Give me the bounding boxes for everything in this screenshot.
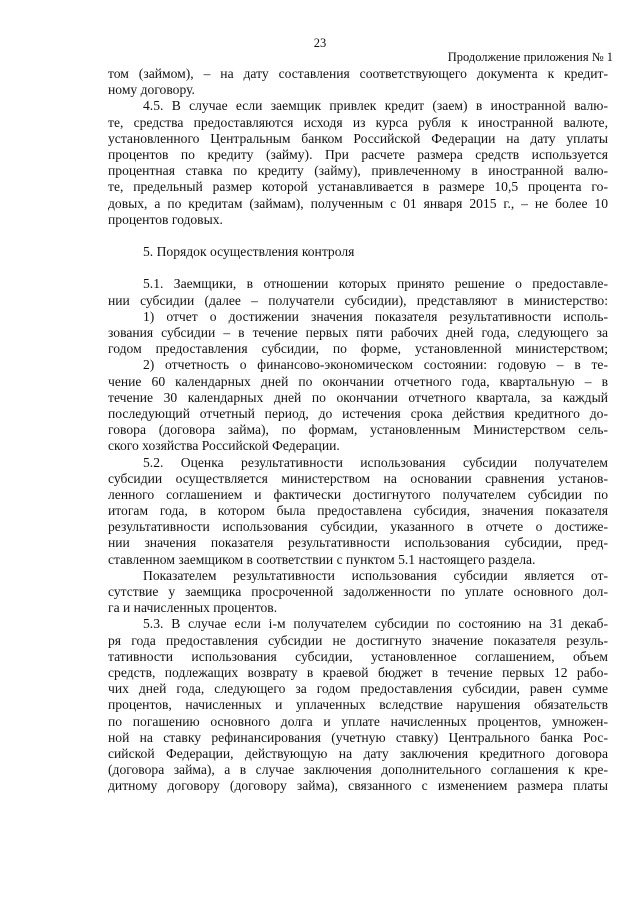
text-line: нии значения показателя результативности использования субсидии, пред- bbox=[108, 535, 608, 551]
text-line: ского хозяйства Российской Федерации. bbox=[108, 438, 340, 454]
text-line: чение 60 календарных дней по окончании отчетного года, квартальную – в bbox=[108, 373, 608, 389]
text-line: дитному договору (договору займа), связанного с изменением размера платы bbox=[108, 778, 608, 794]
text-line: те, средства предоставляются исходя из курса рубля к иностранной валюте, bbox=[108, 114, 608, 130]
text-line: тативности использования субсидии, установленное соглашением, объем bbox=[108, 648, 608, 664]
text-line: ставленном заемщиком в соответствии с пунктом 5.1 настоящего раздела. bbox=[108, 551, 536, 567]
text-line: 5.1. Заемщики, в отношении которых принято решение о предоставле- bbox=[143, 276, 608, 292]
text-line: процентов по кредиту (займу). При расчете размера средств используется bbox=[108, 146, 608, 162]
text-line: 5.2. Оценка результативности использования субсидии получателем bbox=[143, 454, 608, 470]
text-line: те, предельный размер которой устанавливается в размере 10,5 процента го- bbox=[108, 179, 608, 195]
text-line: годом предоставления субсидии, по форме, установленной министерством; bbox=[108, 341, 608, 357]
text-line: процентов годовых. bbox=[108, 211, 223, 227]
text-line: ленного соглашением и фактически достигнутого получателем субсидии по bbox=[108, 486, 608, 502]
text-line: (договора займа), а в случае заключения дополнительного соглашения к кре- bbox=[108, 762, 608, 778]
text-line: процентов, начисленных и уплаченных вследствие нарушения обязательств bbox=[108, 697, 608, 713]
text-line: том (займом), – на дату составления соответствующего документа к кредит- bbox=[108, 66, 608, 81]
text-line: субсидии осуществляется министерством на основании сравнения установ- bbox=[108, 470, 608, 486]
text-line: результативности использования субсидии, указанного в отчете о достиже- bbox=[108, 519, 608, 535]
text-line: средств, подлежащих возврату в краевой бюджет в течение первых 12 рабо- bbox=[108, 664, 608, 680]
text-line: ря года предоставления субсидии не достигнуто значение показателя резуль- bbox=[108, 632, 608, 648]
text-line: чих дней года, следующего за годом предоставления субсидии, равен сумме bbox=[108, 681, 608, 697]
text-line: довых, а по кредитам (займам), полученным с 01 января 2015 г., – не более 10 bbox=[108, 195, 608, 211]
text-line: течение 30 календарных дней по окончании отчетного квартала, за каждый bbox=[108, 389, 608, 405]
text-line: зования субсидии – в течение первых пяти рабочих дней года, следующего за bbox=[108, 325, 608, 340]
section-heading: 5. Порядок осуществления контроля bbox=[143, 244, 355, 260]
text-line: 1) отчет о достижении значения показателя результативности исполь- bbox=[143, 308, 608, 324]
text-line: ной на ставку рефинансирования (учетную ставку) Центрального банка Рос- bbox=[108, 729, 608, 745]
paragraph-gap bbox=[108, 260, 608, 276]
text-line: 5.3. В случае если i-м получателем субсидии по состоянию на 31 декаб- bbox=[143, 616, 608, 632]
text-line: Показателем результативности использования субсидии является от- bbox=[143, 567, 608, 583]
text-line: сутствие у заемщика просроченной задолженности по уплате основного дол- bbox=[108, 584, 608, 599]
running-header: Продолжение приложения № 1 bbox=[447, 50, 613, 64]
text-line: га и начисленных процентов. bbox=[108, 600, 278, 616]
paragraph-gap bbox=[108, 228, 608, 244]
text-line: сийской Федерации, действующую на дату заключения кредитного договора bbox=[108, 745, 608, 761]
text-line: установленного Центральным банком Российской Федерации на дату уплаты bbox=[108, 130, 608, 146]
document-body bbox=[108, 66, 608, 794]
page-number: 23 bbox=[313, 36, 327, 50]
text-line: процентная ставка по кредиту (займу), привлеченному в иностранной валю- bbox=[108, 163, 608, 179]
text-line: нии субсидии (далее – получатели субсидии), представляют в министерство: bbox=[108, 292, 608, 308]
text-line: 2) отчетность о финансово-экономическом состоянии: годовую – в те- bbox=[143, 357, 608, 373]
text-line: ному договору. bbox=[108, 82, 195, 98]
text-line: 4.5. В случае если заемщик привлек кредит (заем) в иностранной валю- bbox=[143, 98, 608, 114]
text-line: говора (договора займа), по формам, установленным Министерством сель- bbox=[108, 422, 608, 438]
text-line: по погашению основного долга и уплате начисленных процентов, умножен- bbox=[108, 713, 608, 729]
text-line: последующий отчетный период, до истечения срока действия кредитного до- bbox=[108, 405, 608, 421]
text-line: итогам года, в котором была предоставлена субсидия, значения показателя bbox=[108, 503, 608, 519]
